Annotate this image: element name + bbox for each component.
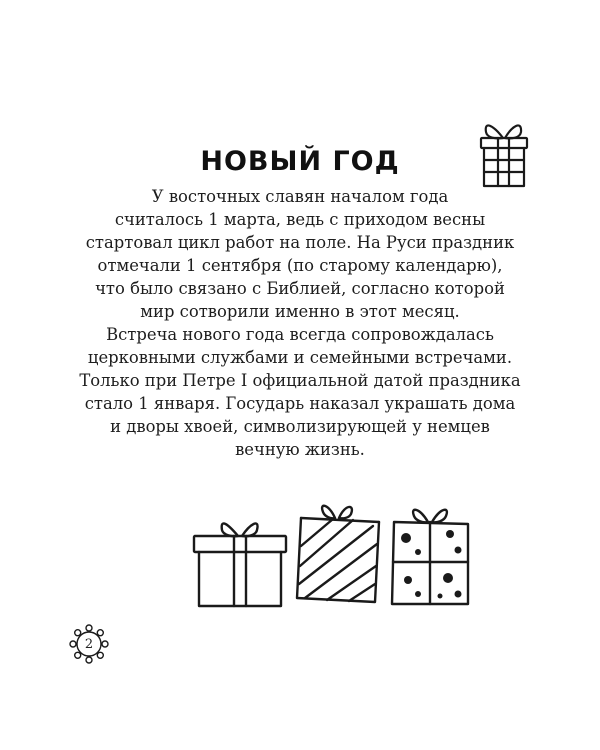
text-line: У восточных славян началом года (151, 187, 449, 206)
page-number: 2 (84, 636, 94, 652)
text-line: вечную жизнь. (235, 440, 365, 459)
text-line: и дворы хвоей, символизирующей у немцев (110, 417, 490, 436)
text-line: отмечали 1 сентября (по старому календарю), (97, 256, 503, 275)
text-line: стало 1 января. Государь наказал украшать дома (84, 394, 516, 413)
gift-box-ribbon-icon (190, 510, 290, 610)
text-line: Только при Петре I официальной датой праздника (79, 371, 521, 390)
gift-box-striped-icon (293, 498, 385, 610)
page-title: НОВЫЙ ГОД (200, 146, 400, 177)
body-text (60, 185, 540, 461)
text-line: церковными службами и семейными встречами. (87, 348, 513, 367)
text-line: Встреча нового года всегда сопровождалась (106, 325, 494, 344)
text-line: стартовал цикл работ на поле. На Руси праздник (85, 233, 515, 252)
text-line: считалось 1 марта, ведь с приходом весны (114, 210, 486, 229)
text-line: что было связано с Библией, согласно которой (95, 279, 505, 298)
text-line: мир сотворили именно в этот месяц. (140, 302, 460, 321)
gift-box-dotted-icon (388, 500, 474, 610)
